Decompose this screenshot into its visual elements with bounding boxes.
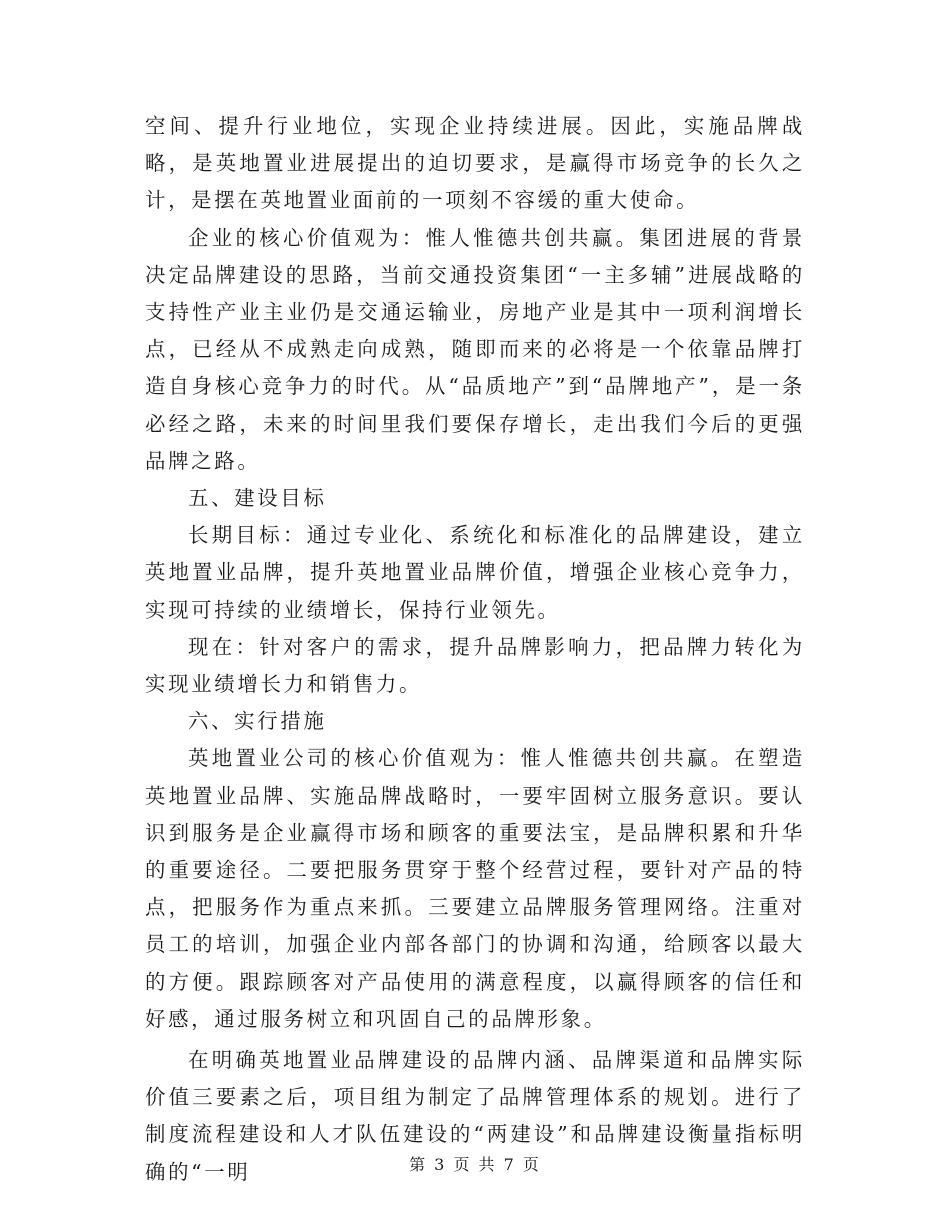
- paragraph-continuation: 空间、提升行业地位，实现企业持续进展。因此，实施品牌战略，是英地置业进展提出的迫切要求，是赢得市场竞争的长久之计，是摆在英地置业面前的一项刻不容缓的重大使命。: [145, 114, 805, 213]
- paragraph-service-measures: 英地置业公司的核心价值观为：惟人惟德共创共赢。在塑造英地置业品牌、实施品牌战略时，一要牢固树立服务意识。要认识到服务是企业赢得市场和顾客的重要法宝，是品牌积累和升华的重要途径。二要把服务贯穿于整个经营过程，要针对产品的特点，把服务作为重点来抓。三要建立品牌服务管理网络。注重对员工的培训，加强企业内部各部门的协调和沟通，给顾客以最大的方便。跟踪顾客对产品使用的满意程度，以赢得顾客的信任和好感，通过服务树立和巩固自己的品牌形象。: [145, 746, 805, 1031]
- section-heading-measures: 六、实行措施: [188, 709, 327, 734]
- section-heading-goals: 五、建设目标: [188, 486, 327, 511]
- paragraph-core-values: 企业的核心价值观为：惟人惟德共创共赢。集团进展的背景决定品牌建设的思路，当前交通投资集团“一主多辅”进展战略的支持性产业主业仍是交通运输业，房地产业是其中一项利润增长点，已经从不成熟走向成熟，随即而来的必将是一个依靠品牌打造自身核心竞争力的时代。从“品质地产”到“品牌地产”，是一条必经之路，未来的时间里我们要保存增长，走出我们今后的更强品牌之路。: [145, 225, 805, 473]
- paragraph-current-goal: 现在：针对客户的需求，提升品牌影响力，把品牌力转化为实现业绩增长力和销售力。: [145, 634, 805, 697]
- document-body: [145, 108, 805, 1191]
- paragraph-management-system: 在明确英地置业品牌建设的品牌内涵、品牌渠道和品牌实际价值三要素之后，项目组为制定了品牌管理体系的规划。进行了制度流程建设和人才队伍建设的“两建设”和品牌建设衡量指标明确的“一明: [145, 1048, 805, 1184]
- paragraph-long-term-goal: 长期目标：通过专业化、系统化和标准化的品牌建设，建立英地置业品牌，提升英地置业品牌价值，增强企业核心竞争力，实现可持续的业绩增长，保持行业领先。: [145, 523, 805, 622]
- page-number-footer: 第 3 页 共 7 页: [409, 1155, 541, 1174]
